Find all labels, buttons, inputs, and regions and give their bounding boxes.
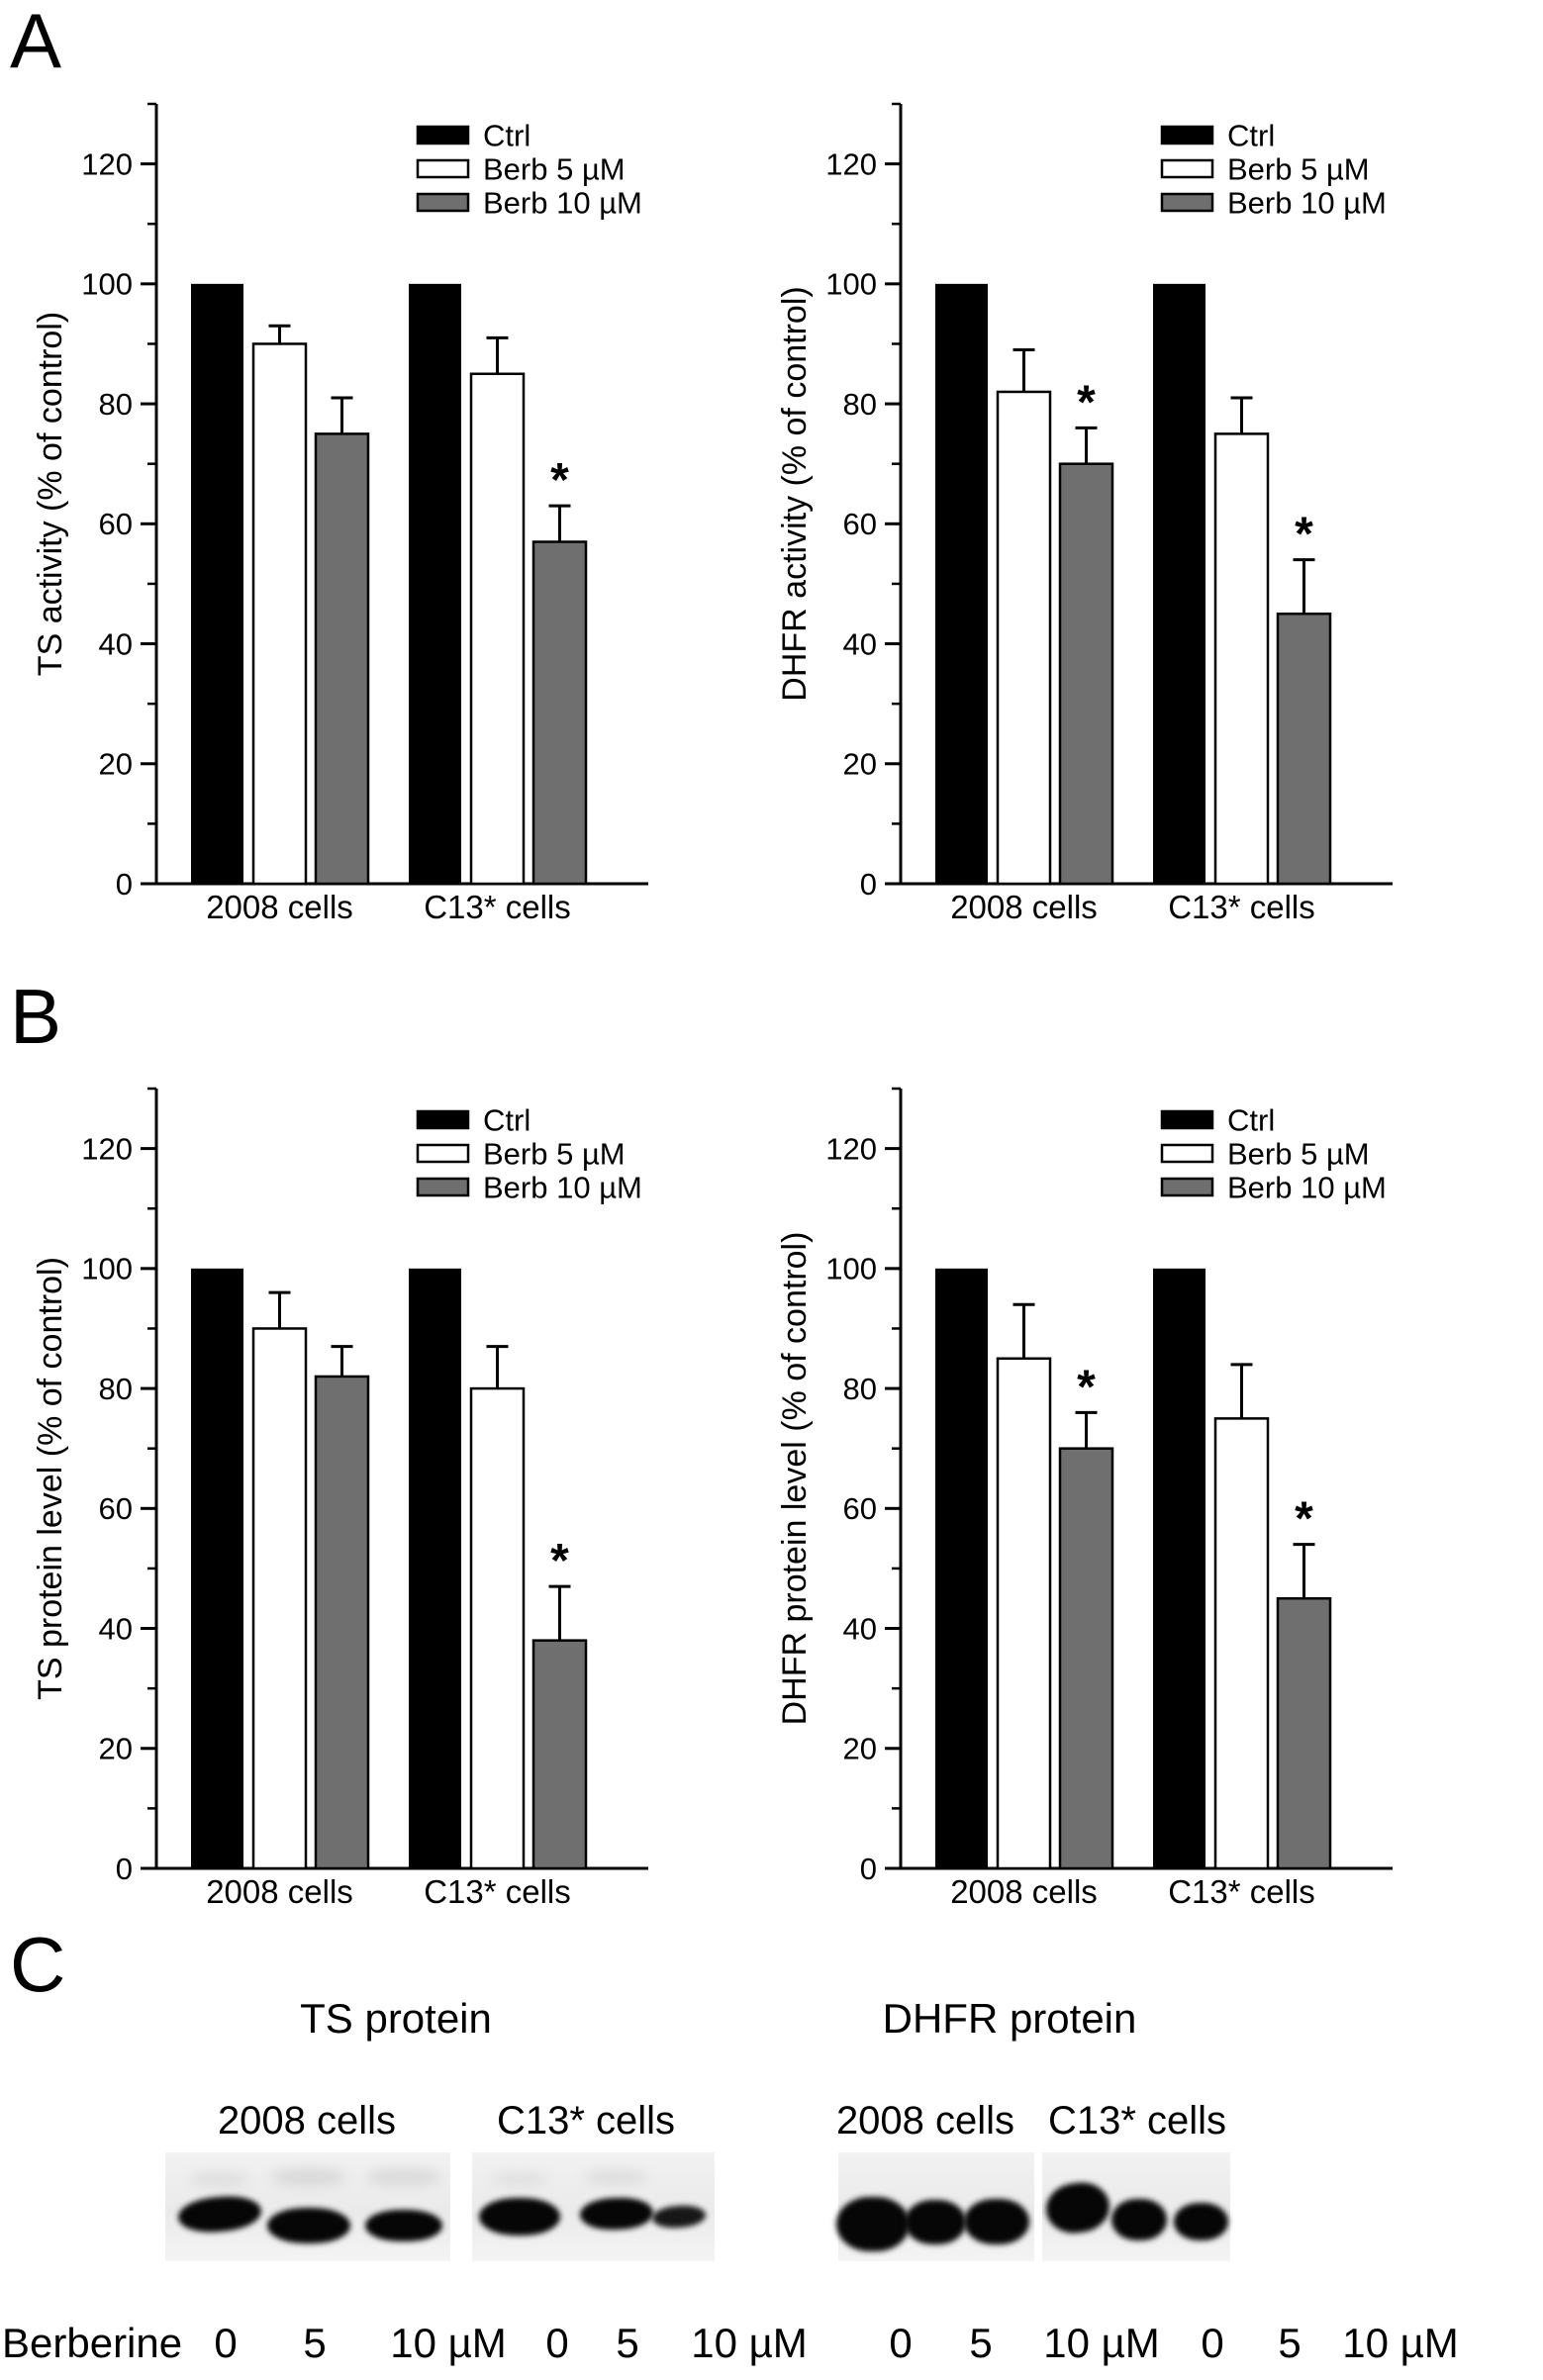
y-axis-title: DHFR activity (% of control): [776, 286, 814, 702]
blot-smear: [584, 2170, 649, 2184]
blot-cell-line-label: C13* cells: [1047, 2099, 1227, 2142]
category-label: C13* cells: [1168, 889, 1315, 925]
blot-band-strong: [964, 2199, 1029, 2244]
y-tick-label: 60: [98, 507, 133, 542]
y-tick-label: 40: [842, 1611, 877, 1647]
blot-band-strong: [479, 2198, 560, 2236]
category-label: C13* cells: [1168, 1873, 1315, 1910]
lane-concentration-label: 0: [545, 2320, 569, 2366]
legend-swatch: [418, 1179, 468, 1195]
significance-asterisk: *: [1295, 1492, 1313, 1546]
bar-ts-activity-0-0: [191, 284, 243, 884]
blot-smear: [270, 2168, 347, 2186]
y-tick-label: 120: [825, 146, 877, 182]
y-tick-label: 20: [842, 1731, 877, 1766]
significance-asterisk: *: [1295, 508, 1313, 561]
y-tick-label: 0: [859, 1851, 877, 1886]
lane-concentration-label: 10 µM: [1043, 2320, 1160, 2366]
legend-label: Ctrl: [483, 118, 531, 153]
bar-dhfr-activity-1-1: [1215, 433, 1268, 884]
panel-b-label: B: [10, 973, 62, 1060]
legend-swatch: [1162, 160, 1212, 177]
legend-swatch: [418, 194, 468, 211]
bar-ts-protein-level-1-1: [471, 1388, 524, 1868]
blot-band-strong: [836, 2197, 910, 2251]
bar-dhfr-activity-0-0: [935, 284, 988, 884]
y-axis-title: TS protein level (% of control): [32, 1257, 69, 1700]
bar-dhfr-protein-level-0-0: [935, 1269, 988, 1868]
legend-swatch: [1162, 127, 1212, 143]
legend: [1162, 1102, 1387, 1204]
blot-section-title: DHFR protein: [882, 1995, 1137, 2042]
y-tick-label: 120: [81, 1131, 133, 1167]
bar-ts-protein-level-0-1: [253, 1328, 306, 1868]
category-label: C13* cells: [424, 889, 571, 925]
chart-dhfr-protein-level: [744, 1034, 1496, 1959]
y-tick-label: 60: [98, 1491, 133, 1527]
chart-ts-activity: [0, 49, 752, 975]
y-tick-label: 100: [825, 266, 877, 302]
blot-cell-line-label: 2008 cells: [835, 2099, 1015, 2142]
panel-a-label: A: [10, 0, 62, 84]
chart-svg-dhfr-activity: [744, 49, 1496, 975]
bar-dhfr-protein-level-0-2: [1060, 1449, 1112, 1868]
bar-ts-protein-level-0-0: [191, 1269, 243, 1868]
blot-band-strong: [1174, 2203, 1228, 2240]
bar-dhfr-activity-0-1: [998, 392, 1050, 884]
legend-swatch: [418, 127, 468, 143]
lane-concentration-label: 5: [1278, 2320, 1302, 2366]
blot-band-strong: [267, 2208, 350, 2243]
blot-band-strong: [1111, 2199, 1167, 2240]
lane-concentration-label: 10 µM: [1342, 2320, 1459, 2366]
legend-label: Berb 5 µM: [483, 1136, 626, 1172]
y-tick-label: 80: [98, 1371, 133, 1406]
y-tick-label: 20: [98, 746, 133, 782]
chart-svg-ts-protein-level: [0, 1034, 752, 1959]
legend-swatch: [1162, 1111, 1212, 1128]
legend-label: Berb 10 µM: [1227, 185, 1387, 221]
category-label: 2008 cells: [206, 889, 353, 925]
blot-band-strong: [365, 2210, 442, 2241]
blot-smear: [188, 2171, 251, 2187]
bar-dhfr-protein-level-0-1: [998, 1359, 1050, 1868]
y-tick-label: 120: [81, 146, 133, 182]
y-axis-title: TS activity (% of control): [32, 311, 69, 677]
legend: [418, 1102, 642, 1204]
y-tick-label: 80: [842, 1371, 877, 1406]
blot-smear: [365, 2168, 442, 2186]
y-tick-label: 100: [81, 1251, 133, 1286]
y-tick-label: 40: [842, 626, 877, 662]
bar-dhfr-protein-level-1-0: [1153, 1269, 1205, 1868]
legend: [1162, 118, 1387, 220]
berberine-row-label: Berberine: [2, 2320, 183, 2366]
bar-dhfr-protein-level-1-1: [1215, 1418, 1268, 1868]
legend-label: Berb 10 µM: [483, 1170, 642, 1205]
lane-concentration-label: 10 µM: [390, 2320, 507, 2366]
legend: [418, 118, 642, 220]
chart-svg-dhfr-protein-level: [744, 1034, 1496, 1959]
y-tick-label: 100: [825, 1251, 877, 1286]
y-tick-label: 60: [842, 1491, 877, 1527]
y-tick-label: 60: [842, 507, 877, 542]
y-tick-label: 0: [115, 866, 133, 902]
bar-ts-activity-1-1: [471, 374, 524, 884]
y-tick-label: 80: [98, 386, 133, 422]
y-tick-label: 20: [842, 746, 877, 782]
legend-label: Berb 5 µM: [1227, 1136, 1370, 1172]
lane-concentration-label: 0: [889, 2320, 913, 2366]
y-tick-label: 120: [825, 1131, 877, 1167]
y-tick-label: 40: [98, 1611, 133, 1647]
bar-ts-protein-level-1-2: [533, 1641, 586, 1868]
blot-smear: [490, 2172, 549, 2186]
blot-section-title: TS protein: [300, 1995, 492, 2042]
bar-dhfr-activity-0-2: [1060, 464, 1112, 884]
y-tick-label: 0: [859, 866, 877, 902]
bar-dhfr-activity-1-2: [1278, 614, 1330, 884]
bar-ts-activity-0-1: [253, 343, 306, 884]
legend-label: Ctrl: [1227, 118, 1276, 153]
bar-ts-activity-1-2: [533, 541, 586, 884]
category-label: 2008 cells: [950, 889, 1098, 925]
lane-concentration-label: 5: [303, 2320, 327, 2366]
lane-concentration-label: 5: [616, 2320, 639, 2366]
bar-ts-protein-level-0-2: [316, 1377, 368, 1868]
lane-concentration-label: 5: [969, 2320, 993, 2366]
blot-cell-line-label: 2008 cells: [217, 2099, 397, 2142]
significance-asterisk: *: [1077, 1361, 1096, 1414]
lane-concentration-label: 0: [214, 2320, 238, 2366]
legend-label: Ctrl: [483, 1102, 531, 1138]
y-tick-label: 80: [842, 386, 877, 422]
bar-ts-protein-level-1-0: [409, 1269, 461, 1868]
legend-swatch: [1162, 194, 1212, 211]
legend-label: Berb 10 µM: [1227, 1170, 1387, 1205]
legend-label: Berb 10 µM: [483, 185, 642, 221]
legend-label: Berb 5 µM: [1227, 151, 1370, 187]
legend-swatch: [1162, 1145, 1212, 1162]
bar-dhfr-protein-level-1-2: [1278, 1598, 1330, 1868]
category-label: 2008 cells: [950, 1873, 1098, 1910]
bar-ts-activity-0-2: [316, 433, 368, 884]
legend-swatch: [1162, 1179, 1212, 1195]
bar-dhfr-activity-1-0: [1153, 284, 1205, 884]
panel-c-label: C: [10, 1921, 66, 2008]
legend-swatch: [418, 1111, 468, 1128]
y-tick-label: 20: [98, 1731, 133, 1766]
bar-ts-activity-1-0: [409, 284, 461, 884]
legend-label: Ctrl: [1227, 1102, 1276, 1138]
y-tick-label: 40: [98, 626, 133, 662]
significance-asterisk: *: [1077, 376, 1096, 429]
y-tick-label: 100: [81, 266, 133, 302]
y-tick-label: 0: [115, 1851, 133, 1886]
significance-asterisk: *: [550, 1535, 569, 1588]
blot-band-strong: [905, 2200, 966, 2244]
category-label: C13* cells: [424, 1873, 571, 1910]
blot-cell-line-label: C13* cells: [496, 2099, 676, 2142]
chart-ts-protein-level: [0, 1034, 752, 1959]
chart-svg-ts-activity: [0, 49, 752, 975]
legend-label: Berb 5 µM: [483, 151, 626, 187]
significance-asterisk: *: [550, 454, 569, 508]
lane-concentration-label: 0: [1201, 2320, 1224, 2366]
lane-concentration-label: 10 µM: [691, 2320, 808, 2366]
legend-swatch: [418, 1145, 468, 1162]
legend-swatch: [418, 160, 468, 177]
y-axis-title: DHFR protein level (% of control): [776, 1231, 814, 1726]
chart-dhfr-activity: [744, 49, 1496, 975]
category-label: 2008 cells: [206, 1873, 353, 1910]
